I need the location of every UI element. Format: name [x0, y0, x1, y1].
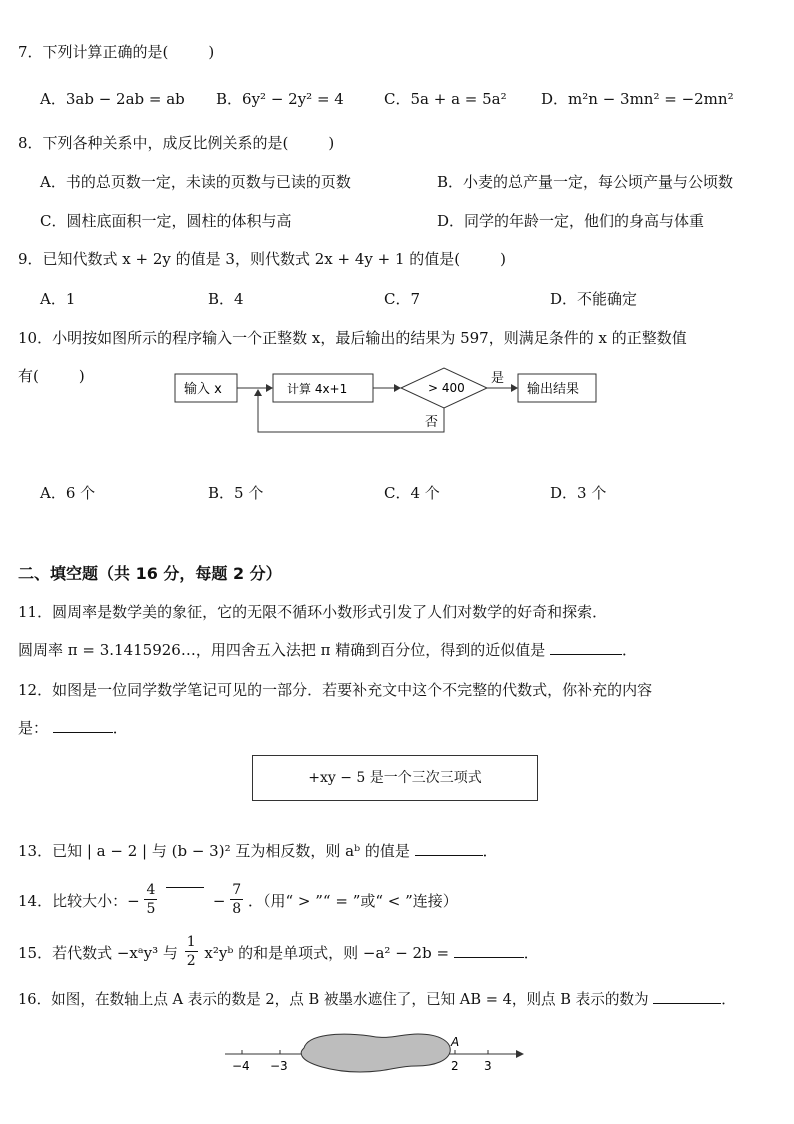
ink-blot — [301, 1034, 450, 1072]
q16-number-line — [220, 1026, 540, 1076]
q14-fraction-1: $\frac{4}{5}$ — [146, 882, 156, 917]
flow-arrowhead-loop — [254, 389, 262, 396]
axis-label-2: 2 — [451, 1059, 459, 1073]
q12-note-box — [252, 755, 538, 801]
point-a-label: A — [451, 1035, 460, 1049]
q14-answer-blank[interactable] — [166, 887, 204, 888]
q9-option-d: D．不能确定 — [550, 290, 638, 308]
q10-option-b: B．5 个 — [208, 484, 264, 502]
q12-answer-blank[interactable] — [53, 718, 113, 733]
q10-stem: 10．小明按如图所示的程序输入一个正整数 x，最后输出的结果为 597，则满足条件的 x 的正整数值 — [18, 329, 687, 347]
q15-answer-blank[interactable] — [454, 943, 524, 958]
flow-arrowhead-yes — [511, 384, 518, 392]
q9-option-c: C．7 — [384, 290, 421, 308]
q7-stem: 7．下列计算正确的是( ) — [18, 43, 215, 61]
q9-stem: 9．已知代数式 x + 2y 的值是 3，则代数式 2x + 4y + 1 的值是( ) — [18, 250, 506, 268]
q9-option-a: A．1 — [40, 290, 76, 308]
q10-option-c: C．4 个 — [384, 484, 440, 502]
q8-stem: 8．下列各种关系中，成反比例关系的是( ) — [18, 134, 335, 152]
q15-stem: 15．若代数式 −xᵃy³ 与 $\frac{1}{2}$ x²yᵇ 的和是单项式，则 −a² − 2b = ． — [18, 934, 539, 969]
flow-input-label: 输入 x — [184, 382, 222, 397]
q11-line-2: 圆周率 π = 3.1415926…，用四舍五入法把 π 精确到百分位，得到的近似值是 ． — [18, 641, 638, 659]
q10-flowchart — [170, 360, 610, 440]
axis-label-minus-4: −4 — [232, 1059, 250, 1073]
flow-condition-label: > 400 — [428, 381, 465, 395]
q7-option-c: C．5a + a = 5a² — [384, 90, 507, 108]
q8-option-c: C．圆柱底面积一定，圆柱的体积与高 — [40, 212, 292, 230]
section-2-title: 二、填空题（共 16 分，每题 2 分） — [18, 564, 282, 583]
q10-option-a: A．6 个 — [40, 484, 96, 502]
q11-line-1: 11．圆周率是数学美的象征，它的无限不循环小数形式引发了人们对数学的好奇和探索． — [18, 603, 608, 621]
q10-stem-2: 有( ) — [18, 367, 85, 385]
q10-option-d: D．3 个 — [550, 484, 607, 502]
q15-fraction: $\frac{1}{2}$ — [186, 934, 196, 969]
q12-line-1: 12．如图是一位同学数学笔记可见的一部分．若要补充文中这个不完整的代数式，你补充的内容 — [18, 681, 653, 699]
q12-note-text: +xy − 5 是一个三次三项式 — [308, 770, 482, 786]
q7-option-d: D．m²n − 3mn² = −2mn² — [541, 90, 734, 108]
q13-answer-blank[interactable] — [415, 841, 483, 856]
q8-option-d: D．同学的年龄一定，他们的身高与体重 — [437, 212, 705, 230]
q13-stem: 13．已知 | a − 2 | 与 (b − 3)² 互为相反数，则 aᵇ 的值是 ． — [18, 842, 498, 860]
q11-answer-blank[interactable] — [550, 640, 622, 655]
flow-output-label: 输出结果 — [527, 382, 580, 397]
flow-no-label: 否 — [425, 415, 439, 430]
axis-label-3: 3 — [484, 1059, 492, 1073]
q8-option-b: B．小麦的总产量一定，每公顷产量与公顷数 — [437, 173, 734, 191]
q8-option-a: A．书的总页数一定，未读的页数与已读的页数 — [40, 173, 351, 191]
q14-stem: 14．比较大小：− $\frac{4}{5}$ − $\frac{7}{8}$ ．（用“ > ”“ = ”或“ < ”连接） — [18, 882, 458, 917]
q12-line-2: 是： ． — [18, 719, 128, 737]
flow-compute-label: 计算 4x+1 — [287, 382, 348, 396]
q7-option-a: A．3ab − 2ab = ab — [40, 90, 185, 108]
q16-stem: 16．如图，在数轴上点 A 表示的数是 2，点 B 被墨水遮住了，已知 AB = 4，则点 B 表示的数为 ． — [18, 991, 736, 1008]
axis-arrowhead — [516, 1050, 524, 1058]
axis-label-minus-3: −3 — [270, 1059, 288, 1073]
q9-option-b: B．4 — [208, 290, 244, 308]
flow-yes-label: 是 — [491, 371, 505, 386]
q14-fraction-2: $\frac{7}{8}$ — [232, 882, 242, 917]
q7-option-b: B．6y² − 2y² = 4 — [216, 90, 344, 108]
flow-arrowhead-1 — [266, 384, 273, 392]
q16-answer-blank[interactable] — [653, 989, 721, 1004]
